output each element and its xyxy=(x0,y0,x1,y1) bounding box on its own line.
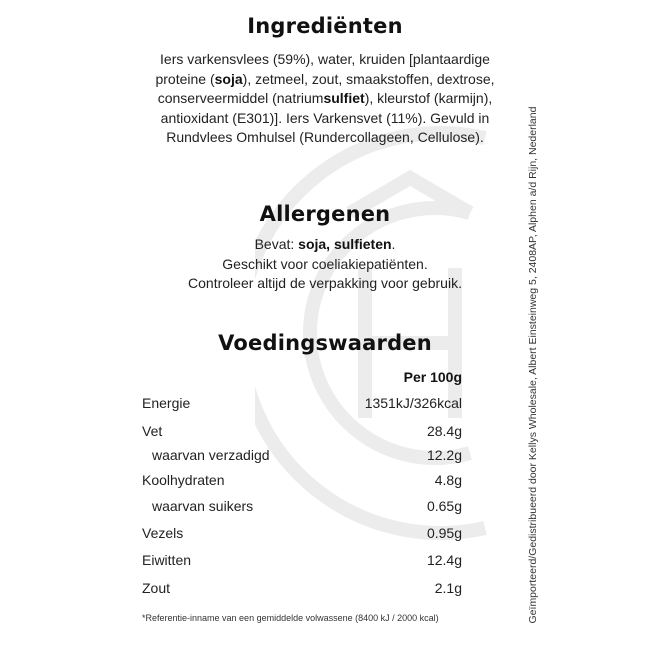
importer-address: Geïmporteerd/Gedistribueerd door Kellys Wholesale, Albert Einsteinweg 5, 2408AP, Alphen a/d Rijn, Nederland xyxy=(527,106,539,624)
nutrition-value: 1351kJ/326kcal xyxy=(364,395,462,411)
ingredients-line xyxy=(120,50,530,70)
nutrition-table xyxy=(142,369,462,609)
nutrition-label: waarvan suikers xyxy=(152,498,254,514)
nutrition-value: 4.8g xyxy=(434,472,462,488)
nutrition-label: Zout xyxy=(142,580,171,596)
nutrition-column-header: Per 100g xyxy=(403,369,462,385)
nutrition-value: 0.95g xyxy=(426,525,462,541)
ingredients-line xyxy=(120,109,530,129)
ingredients-segment: Rundvlees Omhulsel (Rundercollageen, Cellulose). xyxy=(166,129,484,145)
ingredients-text xyxy=(120,50,530,148)
ingredients-highlight: soja xyxy=(214,70,243,87)
ingredients-segment: conserveermiddel (natrium xyxy=(157,90,324,106)
allergens-segment: Geschikt voor coeliakiepatiënten. xyxy=(222,255,428,272)
nutrition-label: Eiwitten xyxy=(142,552,192,568)
ingredients-segment: antioxidant (E301)]. Iers Varkensvet (11%). Gevuld in xyxy=(160,109,490,126)
ingredients-line xyxy=(120,128,530,148)
allergens-line xyxy=(120,255,530,275)
ingredients-highlight: sulfiet xyxy=(323,90,365,106)
nutrition-value: 28.4g xyxy=(426,423,462,439)
ingredients-segment: proteine ( xyxy=(155,70,215,87)
nutrition-label: waarvan verzadigd xyxy=(152,447,270,463)
nutrition-label: Vet xyxy=(142,423,163,439)
ingredients-segment: ), zetmeel, zout, smaakstoffen, dextrose, xyxy=(242,70,495,87)
ingredients-segment: Iers varkensvlees (59%), water, kruiden [plantaardige xyxy=(160,51,490,67)
ingredients-line xyxy=(120,70,530,90)
allergens-segment: Controleer altijd de verpakking voor gebruik. xyxy=(188,275,462,291)
allergens-text xyxy=(120,235,530,294)
nutrition-value: 12.2g xyxy=(426,447,462,463)
nutrition-value: 0.65g xyxy=(426,498,462,514)
allergens-highlight: soja, sulfieten xyxy=(298,236,392,252)
nutrition-footnote: *Referentie-inname van een gemiddelde volwassene (8400 kJ / 2000 kcal) xyxy=(142,613,439,623)
nutrition-label: Koolhydraten xyxy=(142,472,225,488)
ingredients-title: Ingrediënten xyxy=(247,14,403,38)
nutrition-value: 12.4g xyxy=(426,552,462,568)
nutrition-label: Energie xyxy=(142,395,191,411)
nutrition-title: Voedingswaarden xyxy=(218,331,432,355)
allergens-title: Allergenen xyxy=(259,202,391,226)
ingredients-line xyxy=(120,89,530,109)
allergens-line xyxy=(120,274,530,294)
nutrition-label: Vezels xyxy=(142,525,184,541)
nutrition-value: 2.1g xyxy=(434,580,462,596)
allergens-segment: Bevat: xyxy=(254,236,299,252)
allergens-segment: . xyxy=(391,236,396,252)
ingredients-segment: ), kleurstof (karmijn), xyxy=(364,90,493,106)
allergens-line xyxy=(120,235,530,255)
